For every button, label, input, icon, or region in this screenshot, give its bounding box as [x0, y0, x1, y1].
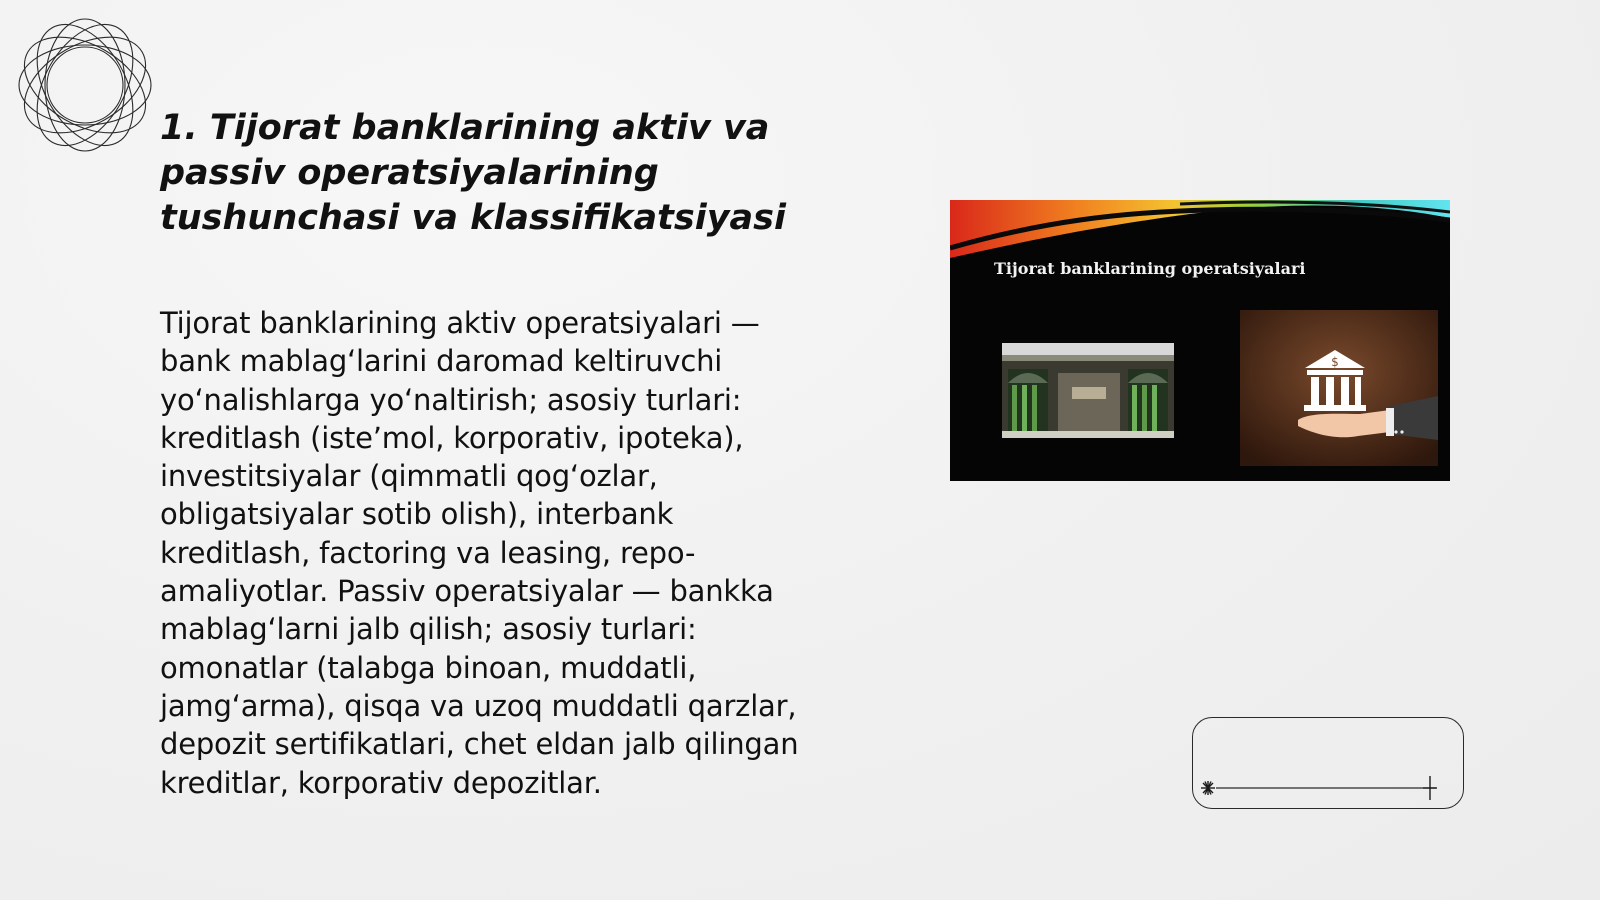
bank-building-photo: [1002, 343, 1174, 438]
decorative-footer-line: [1200, 775, 1440, 801]
starburst-icon: [1201, 781, 1215, 795]
figure-banner: [950, 200, 1450, 260]
body-text: Tijorat banklarining aktiv operatsiyalari — bank mablag‘larini daromad keltiruvchi yo‘nalishlarga yo‘naltirish; asosiy turlari: kreditlash (iste’mol, korporativ, ipoteka), investitsiyalar (qimmatli qog‘ozlar, obligatsiyalar sotib olish), interbank kreditlash, factoring va leasing, repo-amaliyotlar. Passiv operatsiyalar — bankka mablag‘larni jalb qilish; asosiy turlari: omonatlar (talabga binoan, muddatli, jamg‘arma), qisqa va uzoq muddatli qarzlar, depozit sertifikatlari, chet eldan jalb qilingan kreditlar, korporativ depozitlar.: [160, 306, 799, 800]
operations-figure: [950, 200, 1450, 481]
figure-caption: Tijorat banklarining operatsiyalari: [994, 259, 1306, 278]
slide-title: 1. Tijorat banklarining aktiv va passiv operatsiyalarining tushunchasi va klassifikatsiyasi: [160, 108, 786, 238]
interlocking-circles-logo: [10, 10, 160, 160]
hand-holding-bank-icon: [1240, 310, 1438, 466]
cross-star-icon: [1423, 776, 1437, 800]
dollar-sign: $: [1331, 355, 1339, 369]
